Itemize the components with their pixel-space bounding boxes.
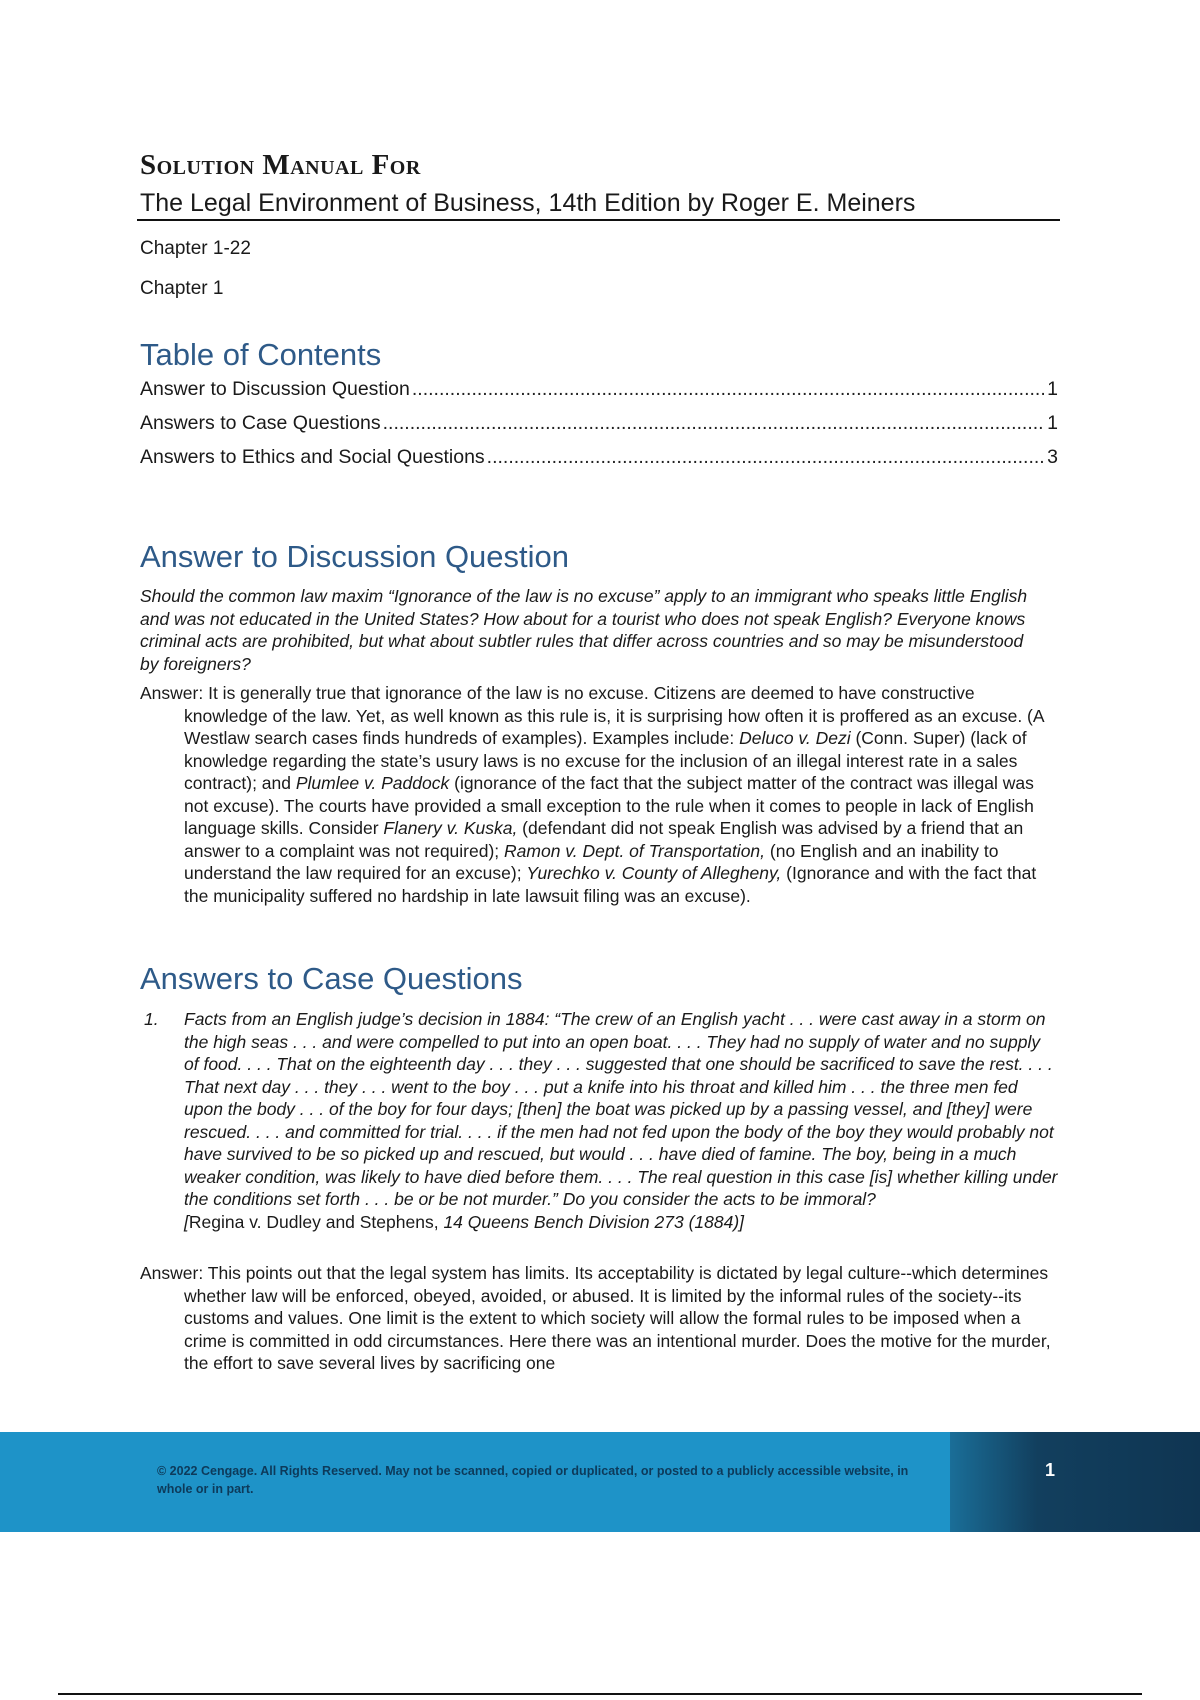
answer-text: (ignorance of the fact that the subject matter of the contract was illegal was not excuse). The courts have provided a small exception to the rule when it comes to people in lack of English language skills. Consider — [184, 773, 1034, 838]
document-subtitle: The Legal Environment of Business, 14th Edition by Roger E. Meiners — [140, 189, 916, 217]
toc-entry-label: Answer to Discussion Question — [140, 378, 410, 400]
chapter-current: Chapter 1 — [140, 278, 224, 299]
toc-entry-discussion[interactable] — [140, 376, 1058, 402]
answer-text: It is generally true that ignorance of the law is no excuse. Citizens are deemed to have constructive knowledge of the law. Yet, as well known as this rule is, it is surprising how often it is proffered as an excuse. (A Westlaw search cases finds hundreds of examples). Examples include: — [184, 683, 1044, 748]
toc-entry-label: Answers to Case Questions — [140, 412, 381, 434]
footer-copyright: © 2022 Cengage. All Rights Reserved. May not be scanned, copied or duplicated, or posted to a publicly accessible website, in whole or in part. — [157, 1464, 909, 1496]
footer-band — [0, 1432, 1200, 1532]
toc-entry-page: 1 — [1047, 412, 1058, 434]
answer-text: (no English and an inability to understand the law required for an excuse); — [184, 840, 999, 883]
answer-text: (Conn. Super) (lack of knowledge regarding the state’s usury laws is no excuse for the inclusion of an illegal interest rate in a sales contract); and — [184, 728, 1027, 793]
case-question-item — [140, 1008, 1058, 1233]
toc-entry-page: 3 — [1047, 446, 1058, 468]
case-question-text: Facts from an English judge’s decision in 1884: “The crew of an English yacht . . . were cast away in a storm on the high seas . . . and were compelled to put into an open boat. . . . They had no supply of water and no supply of food. . . . That on the eighteenth day . . . they . . . suggested that one should be sacrificed to save the rest. . . . That next day . . . they . . . went to the boy . . . put a knife into his throat and killed him . . . the three men fed upon the body . . . of the boy for four days; [then] the boat was picked up by a passing vessel, and [they] were rescued. . . . and committed for trial. . . . if the men had not fed upon the body of the boy they would probably not have survived to be so picked up and rescued, but would . . . have died of famine. The boy, being in a much weaker condition, was likely to have died before them. . . . The real question in this case [is] whether killing under the conditions set forth . . . be or be not murder.” Do you consider the acts to be immoral? — [184, 1009, 1058, 1209]
case-name: Ramon v. Dept. of Transportation, — [504, 840, 766, 861]
page-number: 1 — [1045, 1460, 1056, 1480]
answer-text: This points out that the legal system has limits. Its acceptability is dictated by legal culture--which determines whether law will be enforced, obeyed, avoided, or abused. It is limited by the informal rules of the society--its customs and values. One limit is the extent to which society will allow the formal rules to be imposed when a crime is committed in odd circumstances. Here there was an intentional murder. Does the motive for the murder, the effort to save several lives by sacrificing one — [184, 1263, 1051, 1373]
citation-bracket: [ — [184, 1211, 189, 1232]
case-question-number: 1. — [144, 1009, 159, 1029]
answer-text: (defendant did not speak English was advised by a friend that an answer to a complaint was not required); — [184, 818, 1024, 861]
toc-leader-dots — [487, 444, 1045, 470]
toc-entry-case-questions[interactable] — [140, 410, 1058, 436]
chapter-range: Chapter 1-22 — [140, 238, 251, 259]
case-name: Plumlee v. Paddock — [295, 773, 450, 793]
answer-text: (Ignorance and with the fact that the municipality suffered no hardship in late lawsuit filing was an excuse). — [184, 863, 1037, 906]
toc-entry-ethics[interactable] — [140, 444, 1058, 470]
case-name: Flanery v. Kuska, — [383, 818, 518, 838]
toc-leader-dots — [383, 410, 1046, 436]
document-title: Solution Manual For — [140, 149, 421, 181]
discussion-answer — [140, 682, 1058, 907]
case-questions-heading: Answers to Case Questions — [140, 961, 523, 996]
answer-label: Answer: — [140, 683, 204, 703]
bottom-rule — [58, 1693, 1142, 1695]
toc-entry-label: Answers to Ethics and Social Questions — [140, 446, 485, 468]
footer-dark-panel — [950, 1432, 1200, 1532]
title-underline — [137, 219, 1060, 221]
toc-entry-page: 1 — [1047, 378, 1058, 400]
citation-case: Regina v. Dudley and Stephens, — [188, 1211, 444, 1232]
discussion-question: Should the common law maxim “Ignorance of the law is no excuse” apply to an immigrant who speaks little English and was not educated in the United States? How about for a tourist who does not speak English? Everyone knows criminal acts are prohibited, but what about subtler rules that differ across countries and so may be misunderstood by foreigners? — [140, 586, 1028, 674]
discussion-heading: Answer to Discussion Question — [140, 539, 570, 574]
case-name: Deluco v. Dezi — [739, 728, 851, 748]
case-name: Yurechko v. County of Allegheny, — [526, 863, 782, 883]
toc-heading: Table of Contents — [140, 337, 382, 372]
toc-leader-dots — [412, 376, 1045, 402]
case-answer — [140, 1262, 1058, 1375]
citation-reporter: 14 Queens Bench Division 273 (1884)] — [443, 1211, 745, 1232]
answer-label: Answer: — [140, 1263, 204, 1283]
